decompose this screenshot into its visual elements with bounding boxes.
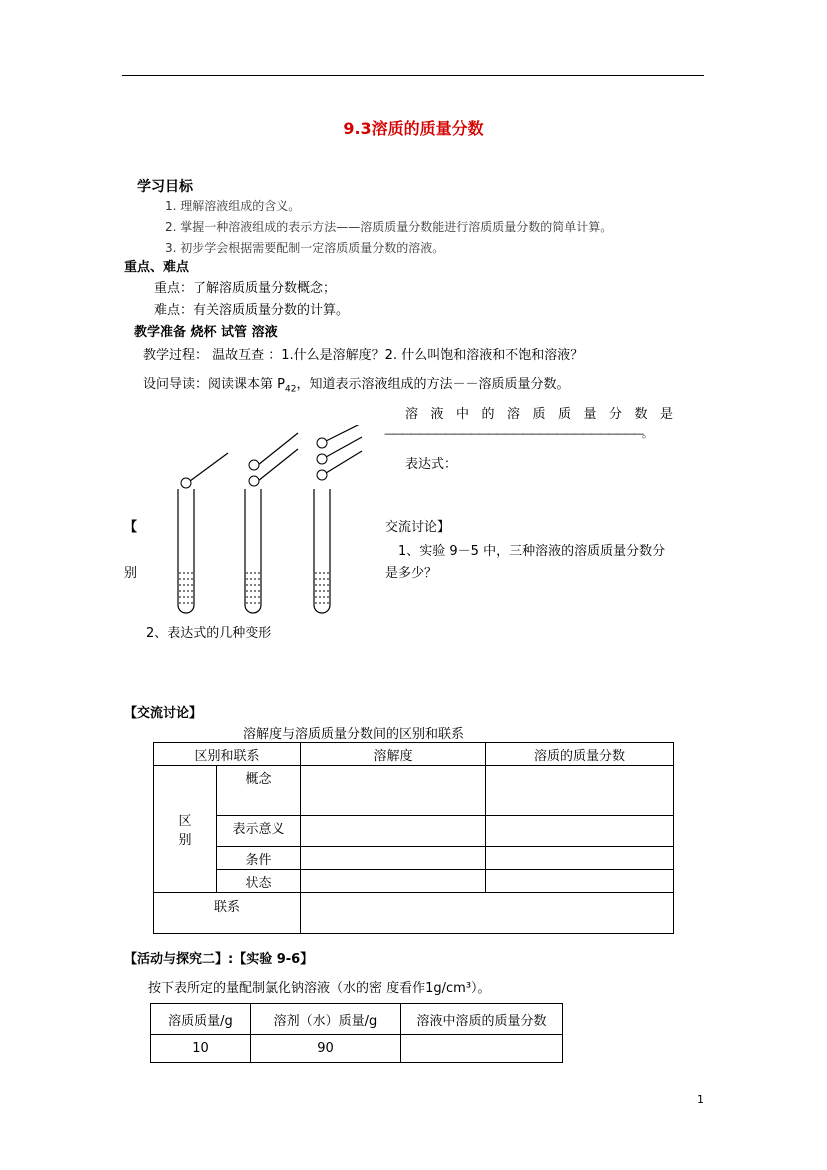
objectives-heading: 学习目标 (137, 179, 193, 195)
row-label: 状态 (217, 870, 301, 893)
left-bracket: 【 (124, 520, 138, 535)
header-rule (122, 75, 704, 76)
discussion-question-cont: 是多少？ (385, 566, 438, 581)
teaching-preparation: 教学准备 烧杯 试管 溶液 (134, 325, 278, 340)
table-cell[interactable] (301, 870, 486, 893)
activity-heading: 【活动与探究二】:【实验 9-6】 (124, 952, 314, 967)
definition-blank: ——————————————————————————————。 (384, 427, 651, 440)
formula-label: 表达式： (405, 457, 458, 472)
table-cell[interactable] (486, 870, 674, 893)
difficult-point: 难点：有关溶质质量分数的计算。 (154, 303, 350, 318)
table-cell[interactable] (301, 766, 486, 816)
table-header: 溶剂（水）质量/g (251, 1004, 401, 1035)
definition-label: 溶液中的溶质质量分数是 (405, 407, 686, 422)
table-cell: 90 (251, 1035, 401, 1063)
objective-item: 3. 初步学会根据需要配制一定溶质质量分数的溶液。 (165, 241, 445, 255)
activity-instruction: 按下表所定的量配制氯化钠溶液（水的密 度看作1g/cm³）。 (148, 981, 491, 996)
table-cell[interactable] (301, 893, 674, 934)
formula-variants: 2、表达式的几种变形 (146, 626, 272, 641)
table-cell[interactable] (401, 1035, 563, 1063)
table-header: 区别和联系 (154, 743, 301, 766)
table-caption: 溶解度与溶质质量分数间的区别和联系 (243, 727, 465, 742)
table-cell[interactable] (301, 816, 486, 847)
table-header: 溶解度 (301, 743, 486, 766)
key-point: 重点：了解溶质质量分数概念； (154, 281, 337, 296)
test-tubes-illustration (150, 425, 370, 620)
teaching-process: 教学过程： 温故互查 ：1.什么是溶解度？2. 什么叫饱和溶液和不饱和溶液？ (143, 348, 584, 363)
left-fragment: 别 (124, 566, 138, 581)
objective-item: 1. 理解溶液组成的含义。 (165, 199, 301, 213)
row-label: 条件 (217, 847, 301, 870)
group-label: 区 别 (154, 766, 217, 893)
discussion2-heading: 【交流讨论】 (124, 706, 203, 721)
experiment-table (150, 1003, 563, 1063)
row-label: 表示意义 (217, 816, 301, 847)
table-cell[interactable] (486, 816, 674, 847)
guided-reading: 设问导读：阅读课本第 $P_{42}$，知道表示溶液组成的方法－－溶质质量分数。 (143, 377, 570, 395)
table-cell[interactable] (486, 847, 674, 870)
page-title: 9.3溶质的质量分数 (343, 119, 484, 138)
table-cell: 10 (151, 1035, 251, 1063)
page-number: 1 (697, 1093, 704, 1106)
discussion-heading: 交流讨论】 (385, 520, 451, 535)
table-header: 溶质的质量分数 (486, 743, 674, 766)
objective-item: 2. 掌握一种溶液组成的表示方法——溶质质量分数能进行溶质质量分数的简单计算。 (165, 220, 613, 234)
comparison-table (153, 742, 674, 934)
row-label: 概念 (217, 766, 301, 816)
table-cell[interactable] (301, 847, 486, 870)
table-cell[interactable] (486, 766, 674, 816)
link-label: 联系 (154, 893, 301, 934)
keypoints-heading: 重点、难点 (124, 260, 190, 275)
table-header: 溶液中溶质的质量分数 (401, 1004, 563, 1035)
discussion-question: 1、实验 9－5 中，三种溶液的溶质质量分数分 (398, 544, 666, 559)
table-header: 溶质质量/g (151, 1004, 251, 1035)
